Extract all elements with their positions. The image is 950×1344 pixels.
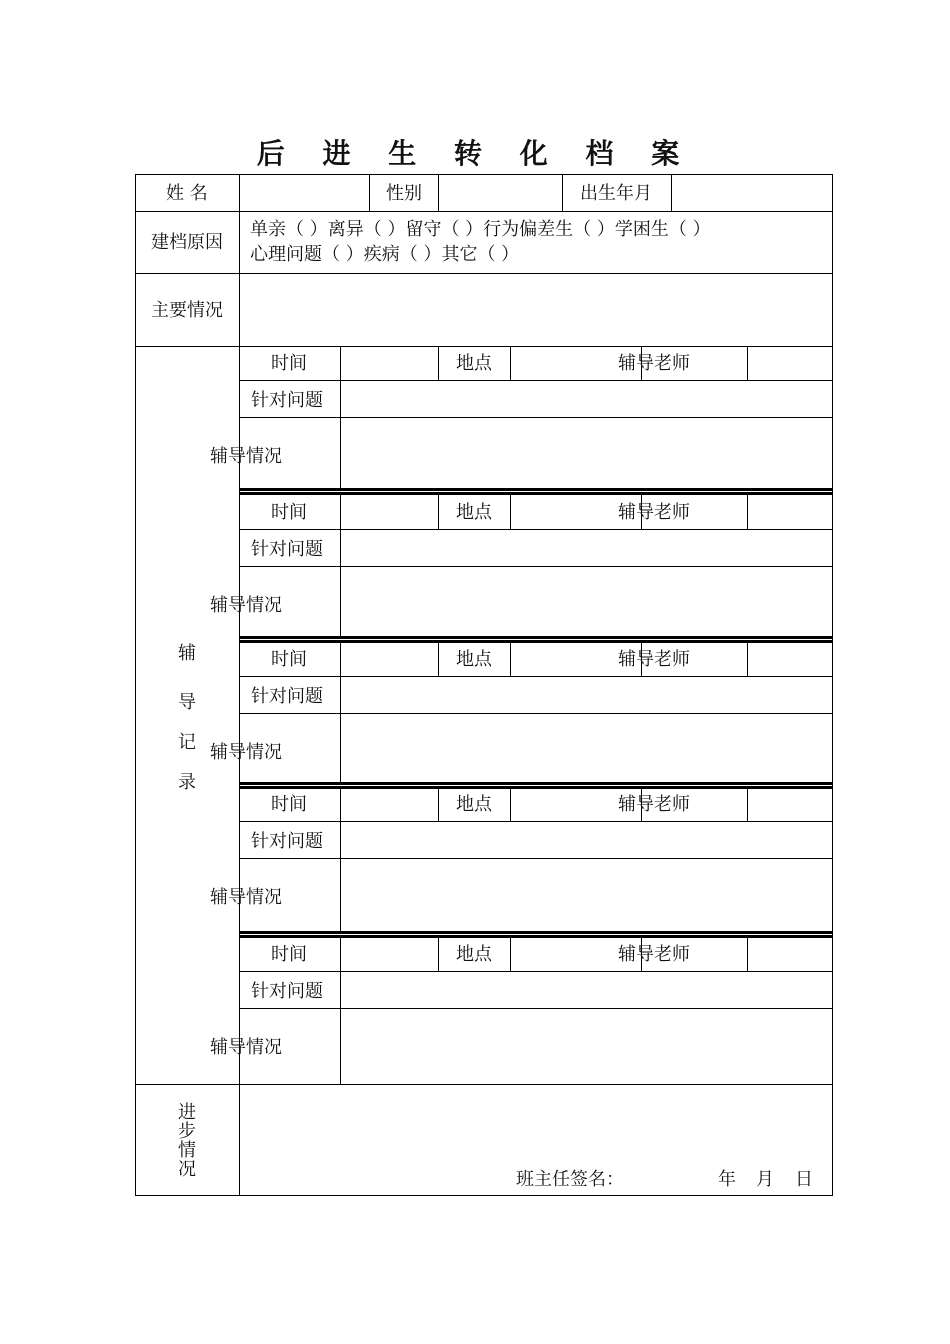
record-teacher-label: 辅导老师 bbox=[618, 794, 690, 815]
record-teacher-label: 辅导老师 bbox=[618, 944, 690, 965]
date-day-label: 日 bbox=[795, 1169, 813, 1190]
record-issue-label: 针对问题 bbox=[251, 390, 323, 411]
record-time-field[interactable] bbox=[341, 938, 437, 970]
record-place-field[interactable] bbox=[511, 938, 640, 970]
record-place-label: 地点 bbox=[456, 649, 492, 670]
page-title: 后 进 生 转 化 档 案 bbox=[256, 137, 694, 170]
records-section-label-char: 记 bbox=[178, 732, 196, 753]
gender-label: 性别 bbox=[386, 183, 422, 204]
record-time-field[interactable] bbox=[341, 347, 437, 379]
record-time-field[interactable] bbox=[341, 643, 437, 675]
record-teacher-label: 辅导老师 bbox=[618, 353, 690, 374]
col-divider bbox=[369, 175, 370, 211]
main-situation-field[interactable] bbox=[240, 274, 832, 345]
record-block-separator bbox=[239, 636, 833, 643]
progress-label-char: 步 bbox=[178, 1121, 196, 1142]
record-col-divider bbox=[438, 346, 439, 380]
progress-field[interactable] bbox=[240, 1085, 832, 1170]
record-teacher-field[interactable] bbox=[748, 347, 832, 379]
record-issue-label: 针对问题 bbox=[251, 981, 323, 1002]
record-place-label: 地点 bbox=[456, 353, 492, 374]
record-place-field[interactable] bbox=[511, 643, 640, 675]
record-situation-field[interactable] bbox=[341, 1009, 832, 1079]
main-situation-label: 主要情况 bbox=[151, 300, 223, 321]
record-situation-label: 辅导情况 bbox=[210, 595, 282, 616]
record-issue-field[interactable] bbox=[341, 530, 832, 566]
record-place-label: 地点 bbox=[456, 502, 492, 523]
record-situation-label: 辅导情况 bbox=[210, 1037, 282, 1058]
record-situation-field[interactable] bbox=[341, 418, 832, 486]
records-section-label-char: 录 bbox=[178, 772, 196, 793]
record-col-divider bbox=[438, 787, 439, 821]
record-teacher-label: 辅导老师 bbox=[618, 502, 690, 523]
record-place-label: 地点 bbox=[456, 794, 492, 815]
record-issue-label: 针对问题 bbox=[251, 686, 323, 707]
record-issue-label: 针对问题 bbox=[251, 539, 323, 560]
records-section-label-char: 辅 bbox=[178, 643, 196, 664]
gender-field[interactable] bbox=[439, 175, 561, 211]
record-situation-label: 辅导情况 bbox=[210, 446, 282, 467]
record-col-divider bbox=[438, 937, 439, 971]
record-teacher-field[interactable] bbox=[748, 938, 832, 970]
record-time-label: 时间 bbox=[271, 502, 307, 523]
record-issue-field[interactable] bbox=[341, 381, 832, 417]
record-place-field[interactable] bbox=[511, 347, 640, 379]
record-time-label: 时间 bbox=[271, 353, 307, 374]
name-field[interactable] bbox=[240, 175, 368, 211]
progress-label-char: 情 bbox=[178, 1140, 196, 1161]
records-section-label-char: 导 bbox=[178, 692, 196, 713]
head-teacher-signature-label: 班主任签名： bbox=[516, 1169, 624, 1190]
row-divider bbox=[136, 346, 833, 347]
record-col-divider bbox=[438, 495, 439, 529]
record-teacher-field[interactable] bbox=[748, 496, 832, 528]
birth-date-label: 出生年月 bbox=[580, 183, 652, 204]
archive-form bbox=[135, 174, 833, 1196]
record-place-label: 地点 bbox=[456, 944, 492, 965]
record-block-separator bbox=[239, 931, 833, 938]
date-month-label: 月 bbox=[756, 1169, 774, 1190]
record-time-field[interactable] bbox=[341, 788, 437, 820]
reason-label: 建档原因 bbox=[151, 232, 223, 253]
record-block-separator bbox=[239, 488, 833, 495]
record-teacher-label: 辅导老师 bbox=[618, 649, 690, 670]
reason-options-line2: 心理问题（ ）疾病（ ）其它（ ） bbox=[250, 244, 520, 265]
progress-label-char: 况 bbox=[178, 1159, 196, 1180]
record-col-divider bbox=[438, 642, 439, 676]
progress-label-char: 进 bbox=[178, 1102, 196, 1123]
birth-date-field[interactable] bbox=[672, 175, 832, 211]
row-divider bbox=[136, 211, 833, 212]
record-issue-field[interactable] bbox=[341, 972, 832, 1008]
record-issue-field[interactable] bbox=[341, 822, 832, 858]
col-divider bbox=[562, 175, 563, 211]
record-issue-label: 针对问题 bbox=[251, 831, 323, 852]
record-place-field[interactable] bbox=[511, 788, 640, 820]
record-time-field[interactable] bbox=[341, 496, 437, 528]
record-issue-field[interactable] bbox=[341, 677, 832, 713]
record-place-field[interactable] bbox=[511, 496, 640, 528]
record-teacher-field[interactable] bbox=[748, 643, 832, 675]
name-label: 姓 名 bbox=[166, 183, 208, 204]
record-time-label: 时间 bbox=[271, 649, 307, 670]
reason-options-line1: 单亲（ ）离异（ ）留守（ ）行为偏差生（ ）学困生（ ） bbox=[250, 219, 711, 240]
record-situation-field[interactable] bbox=[341, 567, 832, 634]
record-situation-field[interactable] bbox=[341, 859, 832, 929]
record-time-label: 时间 bbox=[271, 944, 307, 965]
record-time-label: 时间 bbox=[271, 794, 307, 815]
record-situation-label: 辅导情况 bbox=[210, 887, 282, 908]
record-situation-field[interactable] bbox=[341, 714, 832, 780]
date-year-label: 年 bbox=[718, 1169, 736, 1190]
record-teacher-field[interactable] bbox=[748, 788, 832, 820]
record-situation-label: 辅导情况 bbox=[210, 742, 282, 763]
